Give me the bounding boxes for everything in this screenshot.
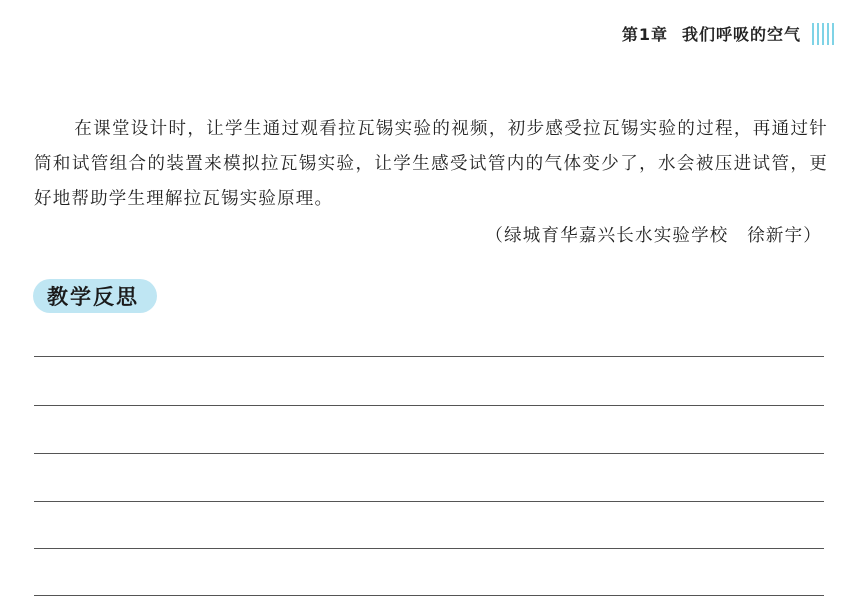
writing-line[interactable] <box>34 548 824 549</box>
decoration-bar <box>817 23 819 45</box>
body-text-block <box>34 112 828 217</box>
writing-line[interactable] <box>34 501 824 502</box>
writing-line[interactable] <box>34 595 824 596</box>
header-decoration-bars <box>809 23 834 45</box>
chapter-title: 我们呼吸的空气 <box>681 25 801 44</box>
author-signature: （绿城育华嘉兴长水实验学校 徐新宇） <box>485 226 822 246</box>
writing-line[interactable] <box>34 405 824 406</box>
section-heading-pill <box>33 279 157 313</box>
writing-line[interactable] <box>34 453 824 454</box>
body-paragraph: 在课堂设计时，让学生通过观看拉瓦锡实验的视频，初步感受拉瓦锡实验的过程，再通过针筒和试管组合的装置来模拟拉瓦锡实验，让学生感受试管内的气体变少了，水会被压进试管，更好地帮助学生理解拉瓦锡实验原理。 <box>34 119 828 209</box>
chapter-heading <box>622 22 801 45</box>
writing-line[interactable] <box>34 356 824 357</box>
decoration-bar <box>822 23 824 45</box>
section-title: 教学反思 <box>47 285 139 309</box>
running-header <box>622 22 834 45</box>
decoration-bar <box>827 23 829 45</box>
decoration-bar <box>812 23 814 45</box>
decoration-bar <box>832 23 834 45</box>
chapter-number: 第1章 <box>621 25 668 44</box>
